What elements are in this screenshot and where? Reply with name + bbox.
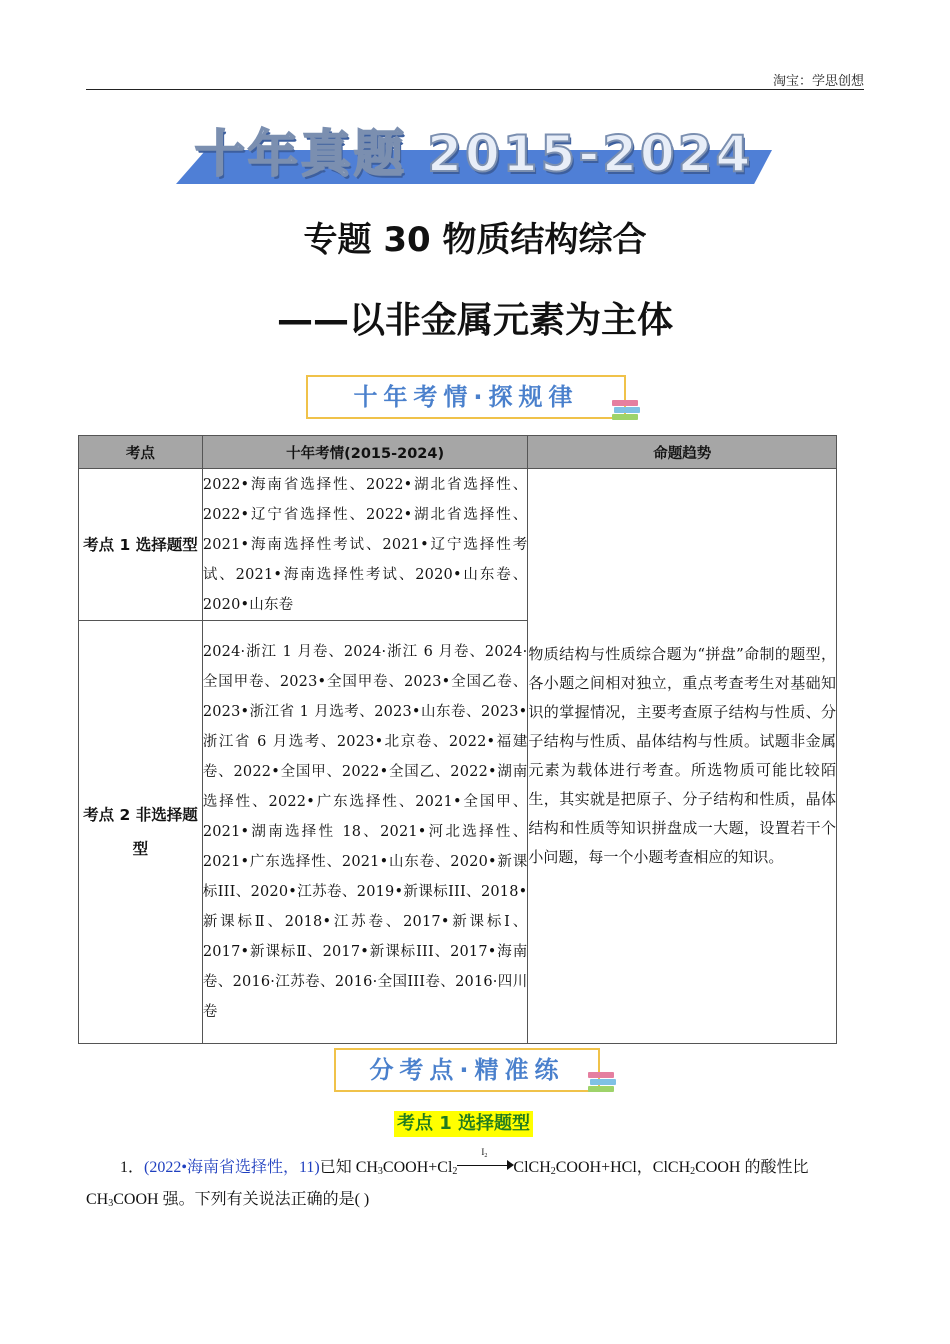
col-header-kaodian: 考点 — [79, 436, 203, 469]
col-header-years: 十年考情(2015-2024) — [202, 436, 528, 469]
header-divider — [86, 89, 864, 90]
banner-text: 十年真题 2015-2024 — [194, 125, 754, 183]
page-subtitle: ——以非金属元素为主体 — [276, 300, 673, 341]
trend-cell: 物质结构与性质综合题为“拼盘”命制的题型，各小题之间相对独立，重点考查考生对基础知识的掌握情况，主要考查原子结构与性质、分子结构与性质、晶体结构与性质。试题非金属元素为载体进行考查。所选物质可能比较陌生，其实就是把原子、分子结构和性质，晶体结构和性质等知识拼盘成一大题，设置若干个小问题，每一个小题考查相应的知识。 — [528, 469, 837, 1044]
page-title: 专题 30 物质结构综合 — [303, 220, 647, 260]
question-1-line-1: 1．(2022•海南省选择性，11)已知 $CH_3COOH+Cl_2$ $I_2$ ClCH$_2$COOH+HCl，ClCH$_2$COOH 的酸性比 — [120, 1147, 809, 1177]
kaodian-cell: 考点 2 非选择题型 — [79, 621, 203, 1044]
kaodian-1-heading: 考点 1 选择题型 — [394, 1111, 533, 1137]
section-heading-trends: 十年考情·探规律 — [306, 375, 626, 419]
years-cell: 2024·浙江 1 月卷、2024·浙江 6 月卷、2024·全国甲卷、2023•全国甲卷、2023•全国乙卷、2023•浙江省 1 月选考、2023•山东卷、2023•浙江省 6 月选考、2023•北京卷、2022•福建卷、2022•全国甲、2022•全国乙、2022•湖南选择性、2022•广东选择性、2021•全国甲、2021•湖南选择性 18、2021•河北选择性、2021•广东选择性、2021•山东卷、2020•新课标III、2020•江苏卷、2019•新课标III、2018•新课标Ⅱ、2018•江苏卷、2017•新课标Ⅰ、2017•新课标Ⅱ、2017•新课标III、2017•海南卷、2016·江苏卷、2016·全国III卷、2016·四川卷 — [202, 621, 528, 1044]
question-1-line-2: $CH_3COOH$ 强。下列有关说法正确的是( ) — [86, 1191, 370, 1209]
table-row — [79, 469, 837, 621]
books-icon — [612, 400, 638, 422]
exam-trend-table — [78, 435, 837, 1044]
decade-banner — [176, 118, 772, 186]
reaction-arrow: $I_2$ — [457, 1157, 513, 1173]
question-source: (2022•海南省选择性，11) — [144, 1159, 320, 1176]
books-icon — [588, 1072, 614, 1094]
kaodian-cell: 考点 1 选择题型 — [79, 469, 203, 621]
col-header-trend: 命题趋势 — [528, 436, 837, 469]
table-header-row — [79, 436, 837, 469]
question-number: 1． — [120, 1159, 145, 1176]
section-heading-practice: 分考点·精准练 — [334, 1048, 600, 1092]
years-cell: 2022•海南省选择性、2022•湖北省选择性、2022•辽宁省选择性、2022•湖北省选择性、2021•海南选择性考试、2021•辽宁选择性考试、2021•海南选择性考试、2020•山东卷、2020•山东卷 — [202, 469, 528, 621]
shop-label: 淘宝：学思创想 — [772, 73, 864, 88]
